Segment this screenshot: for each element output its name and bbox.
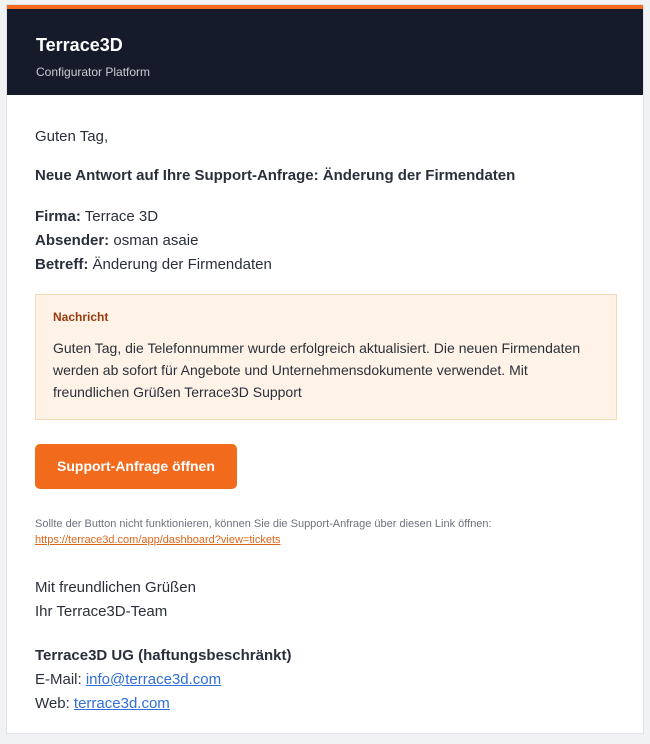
company-web-label: Web: (35, 695, 70, 712)
message-box (35, 294, 617, 420)
company-signature (35, 644, 615, 716)
company-name: Terrace3D UG (haftungsbeschränkt) (35, 647, 292, 664)
meta-firma (35, 205, 615, 229)
email-container (6, 4, 644, 734)
headline: Neue Antwort auf Ihre Support-Anfrage: Änderung der Firmendaten (35, 167, 516, 184)
meta-betreff (35, 253, 615, 277)
brand-name: Terrace3D (36, 35, 123, 55)
meta-betreff-value: Änderung der Firmendaten (92, 256, 272, 273)
closing-line-2: Ihr Terrace3D-Team (35, 603, 168, 620)
message-text: Guten Tag, die Telefonnummer wurde erfolgreich aktualisiert. Die neuen Firmendaten werden ab sofort für Angebote und Unternehmensdokumente verwendet. Mit freundlichen Grüßen Terrace3D Support (53, 340, 581, 400)
fallback-link[interactable]: https://terrace3d.com/app/dashboard?view=tickets (35, 534, 281, 546)
meta-absender-label: Absender: (35, 232, 110, 249)
email-body (7, 128, 643, 716)
closing-line-1: Mit freundlichen Grüßen (35, 579, 196, 596)
fallback-text: Sollte der Button nicht funktionieren, können Sie die Support-Anfrage über diesen Link öffnen: (35, 518, 492, 530)
company-web (35, 692, 615, 716)
company-email-label: E-Mail: (35, 671, 82, 688)
message-title: Nachricht (53, 310, 109, 324)
greeting: Guten Tag, (35, 128, 109, 145)
meta-block (35, 205, 615, 277)
closing (35, 576, 615, 624)
open-support-request-button[interactable]: Support-Anfrage öffnen (35, 444, 237, 489)
meta-firma-value: Terrace 3D (84, 208, 159, 225)
meta-absender (35, 229, 615, 253)
meta-absender-value: osman asaie (113, 232, 199, 249)
email-header (7, 9, 643, 95)
company-email (35, 668, 615, 692)
company-web-link[interactable]: terrace3d.com (73, 695, 170, 712)
brand-tagline: Configurator Platform (36, 65, 151, 79)
company-email-link[interactable]: info@terrace3d.com (85, 671, 222, 688)
meta-firma-label: Firma: (35, 208, 81, 225)
fallback-note (35, 516, 615, 548)
meta-betreff-label: Betreff: (35, 256, 89, 273)
